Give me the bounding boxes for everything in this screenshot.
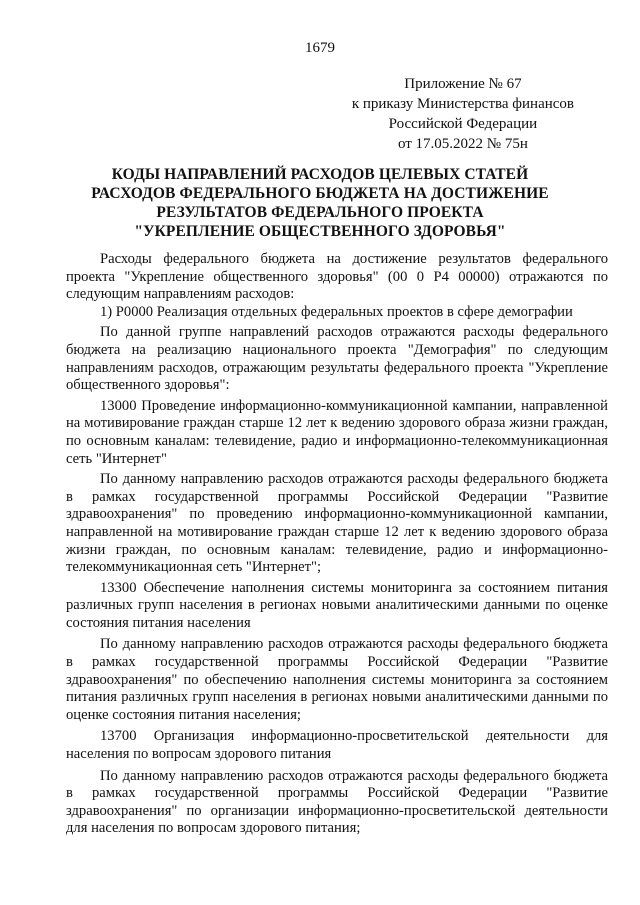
body-paragraph: По данной группе направлений расходов отражаются расходы федерального бюджета на реализацию национального проекта "Демография" по следующим направлениям расходов, отражающим результаты федерального проекта "Укрепление общественного здоровья": [66,324,608,394]
title-line: РАСХОДОВ ФЕДЕРАЛЬНОГО БЮДЖЕТА НА ДОСТИЖЕНИЕ [91,185,549,202]
appendix-line: Российской Федерации [388,116,538,132]
title-line: КОДЫ НАПРАВЛЕНИЙ РАСХОДОВ ЦЕЛЕВЫХ СТАТЕЙ [111,166,529,183]
body-paragraph: По данному направлению расходов отражаются расходы федерального бюджета в рамках государственной программы Российской Федерации "Развитие здравоохранения" по проведению информационно-коммуникационной кампании, направленной на мотивирование граждан старше 12 лет к ведению здорового образа жизни граждан, по основным каналам: телевидение, радио и информационно-телекоммуникационная сеть "Интернет"; [66,471,608,576]
title-line: "УКРЕПЛЕНИЕ ОБЩЕСТВЕННОГО ЗДОРОВЬЯ" [134,223,506,240]
appendix-line: Приложение № 67 [404,76,522,92]
appendix-line: от 17.05.2022 № 75н [397,136,528,152]
page-number: 1679 [305,40,335,56]
body-paragraph: Расходы федерального бюджета на достижение результатов федерального проекта "Укрепление общественного здоровья" (00 0 Р4 00000) отражаются по следующим направлениям расходов: [66,251,608,303]
appendix-block [352,74,574,154]
body-paragraph: По данному направлению расходов отражаются расходы федерального бюджета в рамках государственной программы Российской Федерации "Развитие здравоохранения" по организации информационно-просветительской деятельности для населения по вопросам здорового питания; [66,767,608,837]
document-body [66,251,608,838]
body-paragraph: 13700 Организация информационно-просветительской деятельности для населения по вопросам здорового питания [66,728,608,763]
appendix-line: к приказу Министерства финансов [351,96,574,112]
body-paragraph: 13300 Обеспечение наполнения системы мониторинга за состоянием питания различных групп населения в регионах новыми аналитическими данными по оценке состояния питания населения [66,579,608,631]
body-paragraph: 13000 Проведение информационно-коммуникационной кампании, направленной на мотивирование граждан старше 12 лет к ведению здорового образа жизни граждан, по основным каналам: телевидение, радио и информационно-телекоммуникационная сеть "Интернет" [66,397,608,467]
body-paragraph: 1) Р0000 Реализация отдельных федеральных проектов в сфере демографии [100,303,573,320]
document-title [60,165,580,241]
body-paragraph: По данному направлению расходов отражаются расходы федерального бюджета в рамках государственной программы Российской Федерации "Развитие здравоохранения" по обеспечению наполнения системы мониторинга за состоянием питания различных групп населения в регионах новыми аналитическими данными по оценке состояния питания населения; [66,636,608,723]
title-line: РЕЗУЛЬТАТОВ ФЕДЕРАЛЬНОГО ПРОЕКТА [156,204,484,221]
